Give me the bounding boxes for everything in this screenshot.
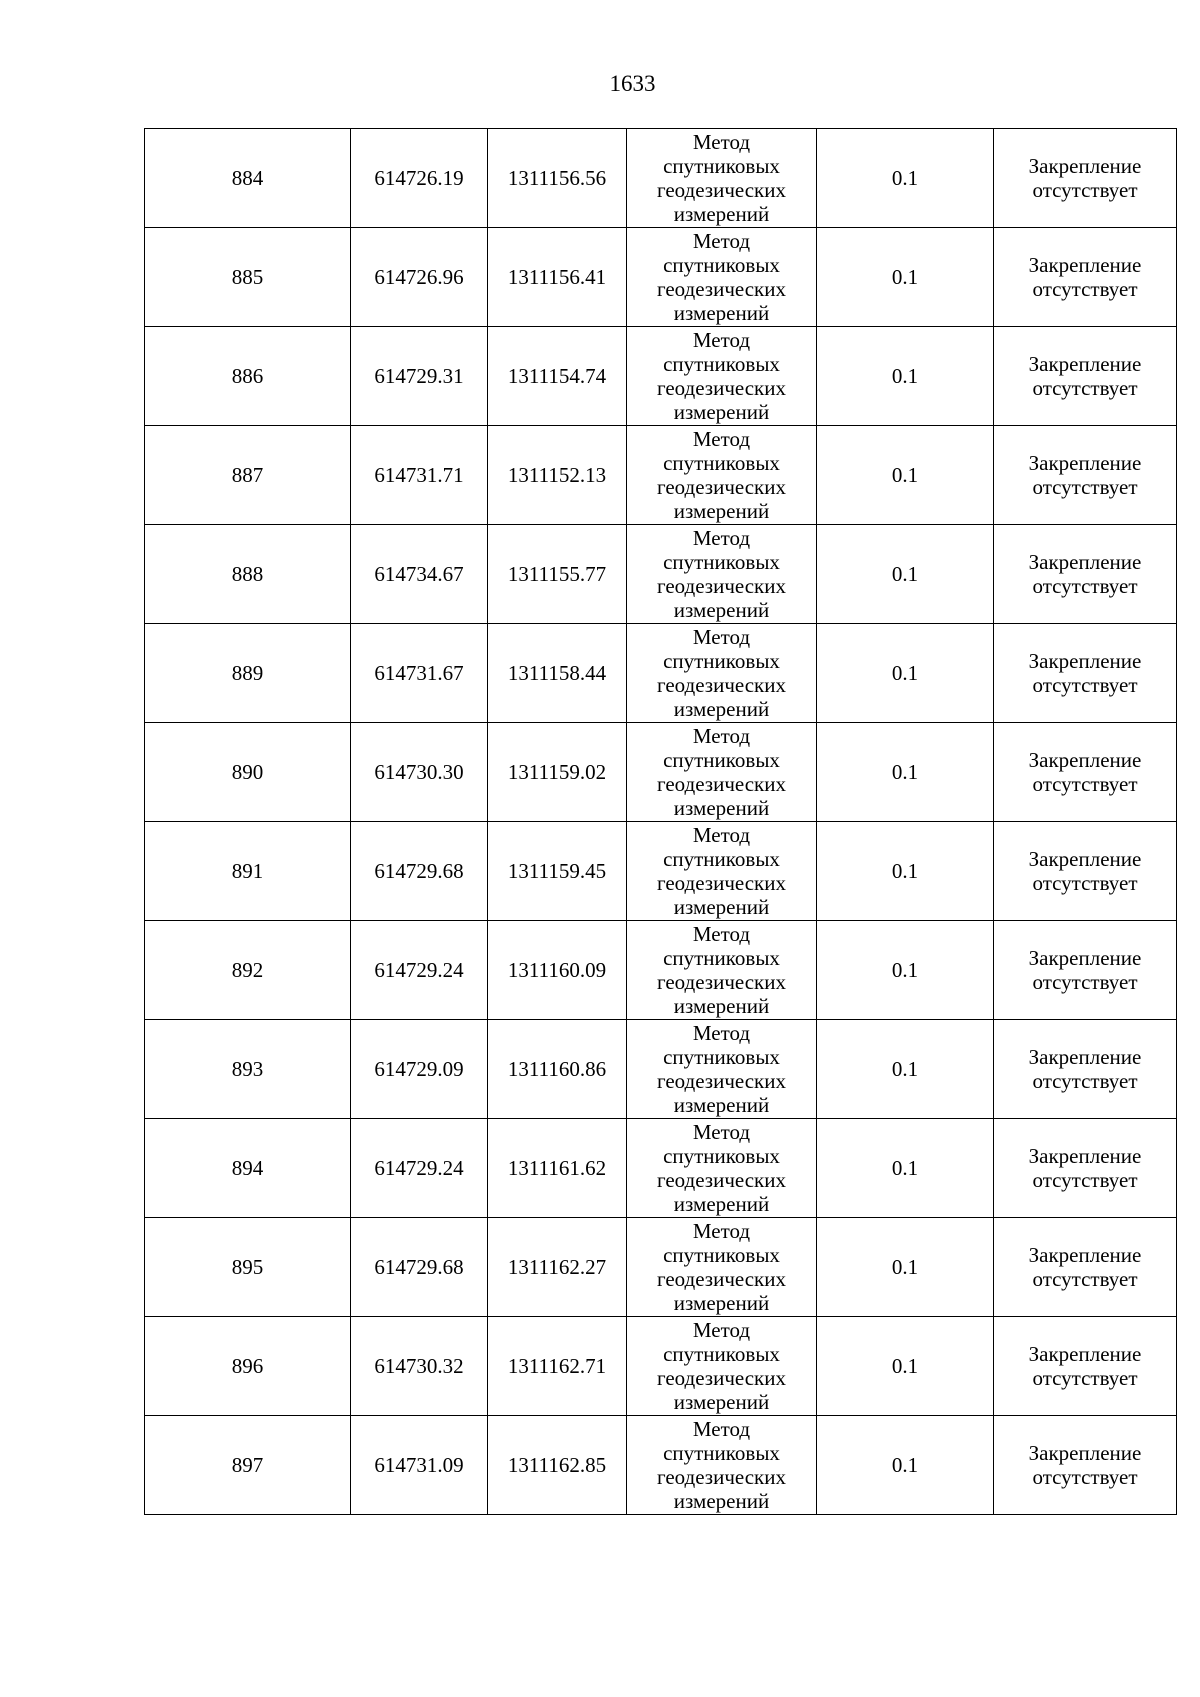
y-coordinate-cell xyxy=(488,525,627,624)
x-coordinate-cell xyxy=(351,426,488,525)
y-coordinate-cell xyxy=(488,129,627,228)
fixation-cell-text: Закрепление отсутствует xyxy=(1028,649,1142,697)
x-coordinate-cell-text: 614730.30 xyxy=(374,760,464,784)
page-number: 1633 xyxy=(609,71,656,96)
fixation-cell-text: Закрепление отсутствует xyxy=(1028,451,1142,499)
fixation-cell xyxy=(994,822,1177,921)
method-cell-text: Метод спутниковых геодезических измерений xyxy=(656,625,786,721)
x-coordinate-cell xyxy=(351,1317,488,1416)
point-number-cell xyxy=(145,1416,351,1515)
x-coordinate-cell xyxy=(351,327,488,426)
accuracy-cell-text: 0.1 xyxy=(891,1057,919,1081)
table-row xyxy=(145,1416,1177,1515)
method-cell xyxy=(627,1416,817,1515)
method-cell xyxy=(627,1020,817,1119)
fixation-cell-text: Закрепление отсутствует xyxy=(1028,1342,1142,1390)
y-coordinate-cell-text: 1311160.09 xyxy=(507,958,607,982)
accuracy-cell xyxy=(817,624,994,723)
fixation-cell-text: Закрепление отсутствует xyxy=(1028,1243,1142,1291)
point-number-cell xyxy=(145,624,351,723)
method-cell xyxy=(627,1119,817,1218)
x-coordinate-cell xyxy=(351,1218,488,1317)
point-number-cell xyxy=(145,327,351,426)
accuracy-cell-text: 0.1 xyxy=(891,1453,919,1477)
table-row xyxy=(145,327,1177,426)
method-cell-text: Метод спутниковых геодезических измерений xyxy=(656,1318,786,1414)
fixation-cell xyxy=(994,723,1177,822)
method-cell-text: Метод спутниковых геодезических измерений xyxy=(656,130,786,226)
x-coordinate-cell-text: 614729.24 xyxy=(374,1156,464,1180)
point-number-cell-text: 889 xyxy=(231,661,264,685)
accuracy-cell xyxy=(817,228,994,327)
point-number-cell xyxy=(145,1218,351,1317)
fixation-cell-text: Закрепление отсутствует xyxy=(1028,1441,1142,1489)
method-cell xyxy=(627,228,817,327)
y-coordinate-cell-text: 1311154.74 xyxy=(507,364,607,388)
accuracy-cell xyxy=(817,1119,994,1218)
x-coordinate-cell xyxy=(351,624,488,723)
point-number-cell-text: 896 xyxy=(231,1354,264,1378)
point-number-cell-text: 884 xyxy=(231,166,264,190)
accuracy-cell xyxy=(817,327,994,426)
x-coordinate-cell-text: 614729.24 xyxy=(374,958,464,982)
x-coordinate-cell xyxy=(351,1119,488,1218)
method-cell xyxy=(627,822,817,921)
fixation-cell-text: Закрепление отсутствует xyxy=(1028,253,1142,301)
accuracy-cell xyxy=(817,129,994,228)
accuracy-cell-text: 0.1 xyxy=(891,1156,919,1180)
method-cell-text: Метод спутниковых геодезических измерений xyxy=(656,1021,786,1117)
accuracy-cell-text: 0.1 xyxy=(891,958,919,982)
y-coordinate-cell-text: 1311156.41 xyxy=(507,265,607,289)
x-coordinate-cell xyxy=(351,921,488,1020)
y-coordinate-cell-text: 1311156.56 xyxy=(507,166,607,190)
y-coordinate-cell xyxy=(488,723,627,822)
x-coordinate-cell-text: 614729.31 xyxy=(374,364,464,388)
point-number-cell-text: 893 xyxy=(231,1057,264,1081)
y-coordinate-cell-text: 1311155.77 xyxy=(507,562,607,586)
accuracy-cell-text: 0.1 xyxy=(891,1354,919,1378)
method-cell-text: Метод спутниковых геодезических измерений xyxy=(656,328,786,424)
fixation-cell xyxy=(994,1119,1177,1218)
accuracy-cell-text: 0.1 xyxy=(891,661,919,685)
point-number-cell xyxy=(145,723,351,822)
method-cell xyxy=(627,624,817,723)
table-row xyxy=(145,525,1177,624)
point-number-cell-text: 897 xyxy=(231,1453,264,1477)
point-number-cell xyxy=(145,129,351,228)
point-number-cell xyxy=(145,1317,351,1416)
y-coordinate-cell-text: 1311160.86 xyxy=(507,1057,607,1081)
point-number-cell-text: 887 xyxy=(231,463,264,487)
x-coordinate-cell xyxy=(351,525,488,624)
accuracy-cell xyxy=(817,822,994,921)
table-row xyxy=(145,1317,1177,1416)
y-coordinate-cell-text: 1311162.71 xyxy=(507,1354,607,1378)
fixation-cell-text: Закрепление отсутствует xyxy=(1028,847,1142,895)
method-cell-text: Метод спутниковых геодезических измерений xyxy=(656,526,786,622)
accuracy-cell xyxy=(817,1416,994,1515)
x-coordinate-cell-text: 614729.68 xyxy=(374,1255,464,1279)
y-coordinate-cell-text: 1311159.45 xyxy=(507,859,607,883)
x-coordinate-cell-text: 614731.67 xyxy=(374,661,464,685)
y-coordinate-cell xyxy=(488,1119,627,1218)
fixation-cell-text: Закрепление отсутствует xyxy=(1028,550,1142,598)
x-coordinate-cell-text: 614726.19 xyxy=(374,166,464,190)
table-row xyxy=(145,426,1177,525)
accuracy-cell xyxy=(817,1020,994,1119)
accuracy-cell-text: 0.1 xyxy=(891,1255,919,1279)
y-coordinate-cell xyxy=(488,426,627,525)
table-body xyxy=(145,129,1177,1515)
x-coordinate-cell-text: 614729.09 xyxy=(374,1057,464,1081)
accuracy-cell xyxy=(817,723,994,822)
x-coordinate-cell-text: 614730.32 xyxy=(374,1354,464,1378)
table-row xyxy=(145,129,1177,228)
table-row xyxy=(145,921,1177,1020)
y-coordinate-cell xyxy=(488,1218,627,1317)
y-coordinate-cell-text: 1311158.44 xyxy=(507,661,607,685)
method-cell-text: Метод спутниковых геодезических измерений xyxy=(656,1120,786,1216)
y-coordinate-cell xyxy=(488,1020,627,1119)
accuracy-cell xyxy=(817,1218,994,1317)
x-coordinate-cell-text: 614731.09 xyxy=(374,1453,464,1477)
accuracy-cell xyxy=(817,525,994,624)
coordinates-table xyxy=(144,128,1177,1515)
fixation-cell xyxy=(994,228,1177,327)
accuracy-cell-text: 0.1 xyxy=(891,166,919,190)
accuracy-cell-text: 0.1 xyxy=(891,265,919,289)
point-number-cell-text: 888 xyxy=(231,562,264,586)
point-number-cell-text: 886 xyxy=(231,364,264,388)
fixation-cell xyxy=(994,525,1177,624)
y-coordinate-cell-text: 1311159.02 xyxy=(507,760,607,784)
table-row xyxy=(145,723,1177,822)
point-number-cell-text: 885 xyxy=(231,265,264,289)
fixation-cell xyxy=(994,426,1177,525)
y-coordinate-cell-text: 1311162.27 xyxy=(507,1255,607,1279)
accuracy-cell xyxy=(817,921,994,1020)
method-cell-text: Метод спутниковых геодезических измерений xyxy=(656,427,786,523)
x-coordinate-cell-text: 614734.67 xyxy=(374,562,464,586)
table-row xyxy=(145,228,1177,327)
y-coordinate-cell-text: 1311162.85 xyxy=(507,1453,607,1477)
table-row xyxy=(145,624,1177,723)
y-coordinate-cell-text: 1311152.13 xyxy=(507,463,607,487)
table-row xyxy=(145,1119,1177,1218)
method-cell xyxy=(627,129,817,228)
method-cell-text: Метод спутниковых геодезических измерений xyxy=(656,1219,786,1315)
table-row xyxy=(145,1020,1177,1119)
accuracy-cell-text: 0.1 xyxy=(891,562,919,586)
accuracy-cell-text: 0.1 xyxy=(891,859,919,883)
method-cell-text: Метод спутниковых геодезических измерений xyxy=(656,724,786,820)
method-cell xyxy=(627,426,817,525)
table-row xyxy=(145,822,1177,921)
point-number-cell-text: 890 xyxy=(231,760,264,784)
point-number-cell xyxy=(145,822,351,921)
method-cell-text: Метод спутниковых геодезических измерений xyxy=(656,823,786,919)
point-number-cell xyxy=(145,1020,351,1119)
fixation-cell xyxy=(994,921,1177,1020)
y-coordinate-cell xyxy=(488,327,627,426)
method-cell xyxy=(627,327,817,426)
x-coordinate-cell-text: 614726.96 xyxy=(374,265,464,289)
x-coordinate-cell xyxy=(351,723,488,822)
fixation-cell xyxy=(994,1218,1177,1317)
table-row xyxy=(145,1218,1177,1317)
method-cell xyxy=(627,723,817,822)
x-coordinate-cell xyxy=(351,129,488,228)
accuracy-cell xyxy=(817,426,994,525)
point-number-cell xyxy=(145,426,351,525)
y-coordinate-cell xyxy=(488,1416,627,1515)
y-coordinate-cell xyxy=(488,228,627,327)
point-number-cell-text: 895 xyxy=(231,1255,264,1279)
accuracy-cell-text: 0.1 xyxy=(891,364,919,388)
point-number-cell-text: 892 xyxy=(231,958,264,982)
method-cell-text: Метод спутниковых геодезических измерений xyxy=(656,229,786,325)
point-number-cell xyxy=(145,921,351,1020)
y-coordinate-cell-text: 1311161.62 xyxy=(507,1156,607,1180)
method-cell xyxy=(627,921,817,1020)
method-cell xyxy=(627,1218,817,1317)
x-coordinate-cell xyxy=(351,822,488,921)
accuracy-cell-text: 0.1 xyxy=(891,463,919,487)
fixation-cell-text: Закрепление отсутствует xyxy=(1028,1144,1142,1192)
accuracy-cell xyxy=(817,1317,994,1416)
fixation-cell xyxy=(994,327,1177,426)
point-number-cell-text: 894 xyxy=(231,1156,264,1180)
fixation-cell-text: Закрепление отсутствует xyxy=(1028,1045,1142,1093)
fixation-cell xyxy=(994,624,1177,723)
x-coordinate-cell-text: 614729.68 xyxy=(374,859,464,883)
fixation-cell-text: Закрепление отсутствует xyxy=(1028,748,1142,796)
method-cell-text: Метод спутниковых геодезических измерений xyxy=(656,1417,786,1513)
point-number-cell xyxy=(145,228,351,327)
fixation-cell xyxy=(994,129,1177,228)
y-coordinate-cell xyxy=(488,921,627,1020)
fixation-cell xyxy=(994,1317,1177,1416)
fixation-cell-text: Закрепление отсутствует xyxy=(1028,352,1142,400)
y-coordinate-cell xyxy=(488,822,627,921)
fixation-cell xyxy=(994,1020,1177,1119)
x-coordinate-cell-text: 614731.71 xyxy=(374,463,464,487)
accuracy-cell-text: 0.1 xyxy=(891,760,919,784)
method-cell xyxy=(627,525,817,624)
y-coordinate-cell xyxy=(488,1317,627,1416)
y-coordinate-cell xyxy=(488,624,627,723)
fixation-cell xyxy=(994,1416,1177,1515)
x-coordinate-cell xyxy=(351,1416,488,1515)
method-cell xyxy=(627,1317,817,1416)
x-coordinate-cell xyxy=(351,228,488,327)
fixation-cell-text: Закрепление отсутствует xyxy=(1028,946,1142,994)
fixation-cell-text: Закрепление отсутствует xyxy=(1028,154,1142,202)
point-number-cell-text: 891 xyxy=(231,859,264,883)
point-number-cell xyxy=(145,525,351,624)
point-number-cell xyxy=(145,1119,351,1218)
method-cell-text: Метод спутниковых геодезических измерений xyxy=(656,922,786,1018)
x-coordinate-cell xyxy=(351,1020,488,1119)
